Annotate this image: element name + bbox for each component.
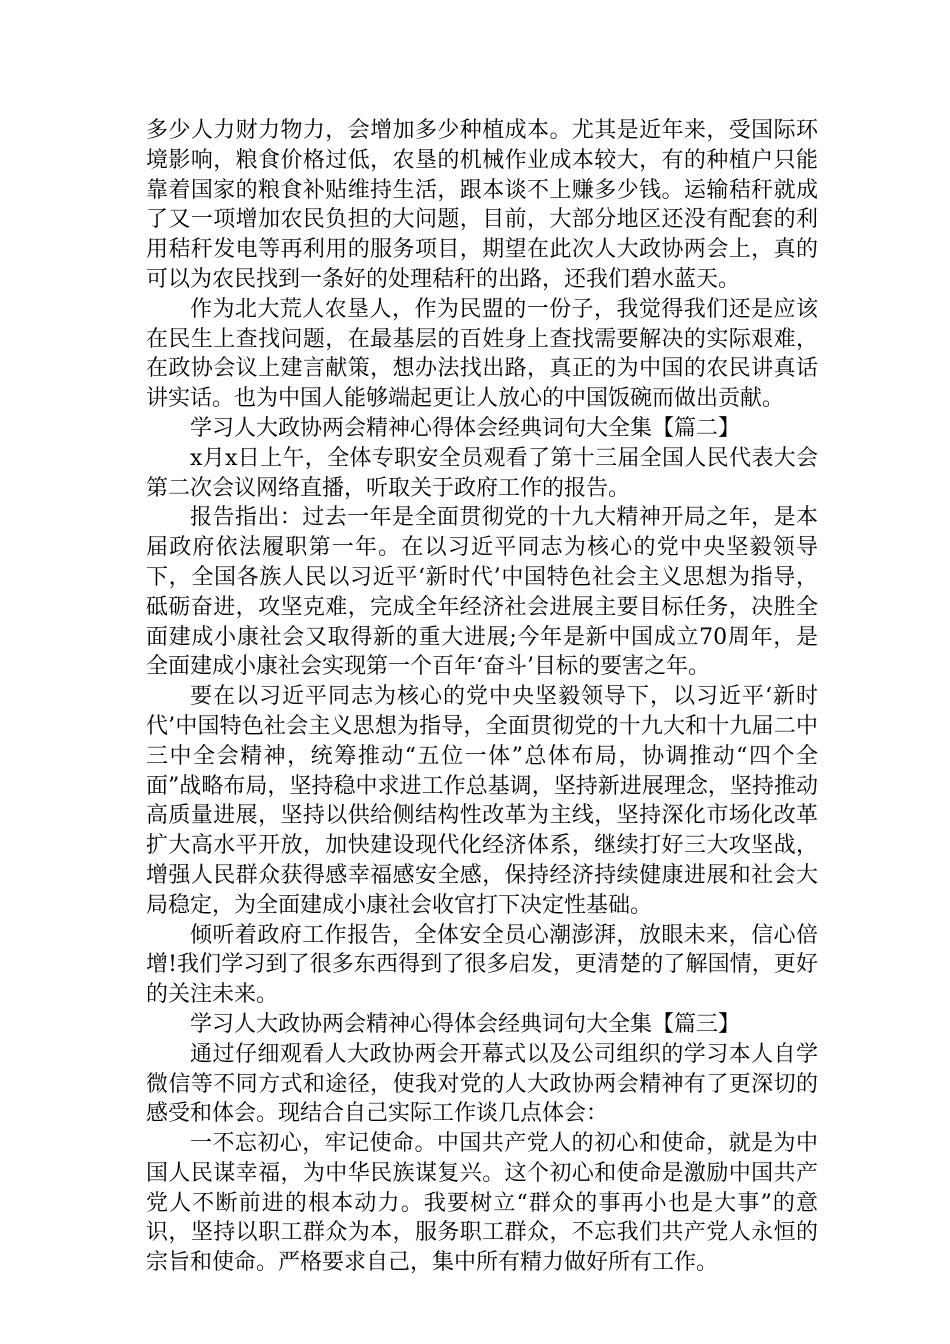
paragraph-5: 要在以习近平同志为核心的党中央坚毅领导下，以习近平‘新时代’中国特色社会主义思想为指导，全面贯彻党的十九大和十九届二中三中全会精神，统筹推动“五位一体”总体布局，协调推动“四个全面”战略布局，坚持稳中求进工作总基调，坚持新进展理念，坚持推动高质量进展，坚持以供给侧结构性改革为主线，坚持深化市场化改革扩大高水平开放，加快建设现代化经济体系，继续打好三大攻坚战，增强人民群众获得感幸福感安全感，保持经济持续健康进展和社会大局稳定，为全面建成小康社会收官打下决定性基础。 [146,684,818,918]
paragraph-8: 一不忘初心，牢记使命。中国共产党人的初心和使命，就是为中国人民谋幸福，为中华民族谋复兴。这个初心和使命是激励中国共产党人不断前进的根本动力。我要树立“群众的事再小也是大事”的意识，坚持以职工群众为本，服务职工群众，不忘我们共产党人永恒的宗旨和使命。严格要求自己，集中所有精力做好所有工作。 [146,1131,818,1276]
document-body [146,116,818,1278]
paragraph-1: 多少人力财力物力，会增加多少种植成本。尤其是近年来，受国际环境影响，粮食价格过低，农垦的机械作业成本较大，有的种植户只能靠着国家的粮食补贴维持生活，跟本谈不上赚多少钱。运输秸秆就成了又一项增加农民负担的大问题，目前，大部分地区还没有配套的利用秸秆发电等再利用的服务项目，期望在此次人大政协两会上，真的可以为农民找到一条好的处理秸秆的出路，还我们碧水蓝天。 [146,118,818,292]
paragraph-2: 作为北大荒人农垦人，作为民盟的一份子，我觉得我们还是应该在民生上查找问题，在最基层的百姓身上查找需要解决的实际艰难，在政协会议上建言献策，想办法找出路，真正的为中国的农民讲真话讲实话。也为中国人能够端起更让人放心的中国饭碗而做出贡献。 [146,296,818,412]
section-heading-2: 学习人大政协两会精神心得体会经典词句大全集【篇二】 [190,415,741,441]
paragraph-4: 报告指出：过去一年是全面贯彻党的十九大精神开局之年，是本届政府依法履职第一年。在以习近平同志为核心的党中央坚毅领导下，全国各族人民以习近平‘新时代’中国特色社会主义思想为指导，砥砺奋进，攻坚克难，完成全年经济社会进展主要目标任务，决胜全面建成小康社会又取得新的重大进展;今年是新中国成立70周年，是全面建成小康社会实现第一个百年‘奋斗’目标的要害之年。 [146,505,818,680]
paragraph-6: 倾听着政府工作报告，全体安全员心潮澎湃，放眼未来，信心倍增!我们学习到了很多东西得到了很多启发，更清楚的了解国情，更好的关注未来。 [146,922,818,1008]
paragraph-7: 通过仔细观看人大政协两会开幕式以及公司组织的学习本人自学微信等不同方式和途径，使我对党的人大政协两会精神有了更深切的感受和体会。现结合自己实际工作谈几点体会： [146,1041,818,1127]
section-heading-3: 学习人大政协两会精神心得体会经典词句大全集【篇三】 [190,1011,741,1037]
paragraph-3: x月x日上午，全体专职安全员观看了第十三届全国人民代表大会第二次会议网络直播，听取关于政府工作的报告。 [146,445,818,501]
